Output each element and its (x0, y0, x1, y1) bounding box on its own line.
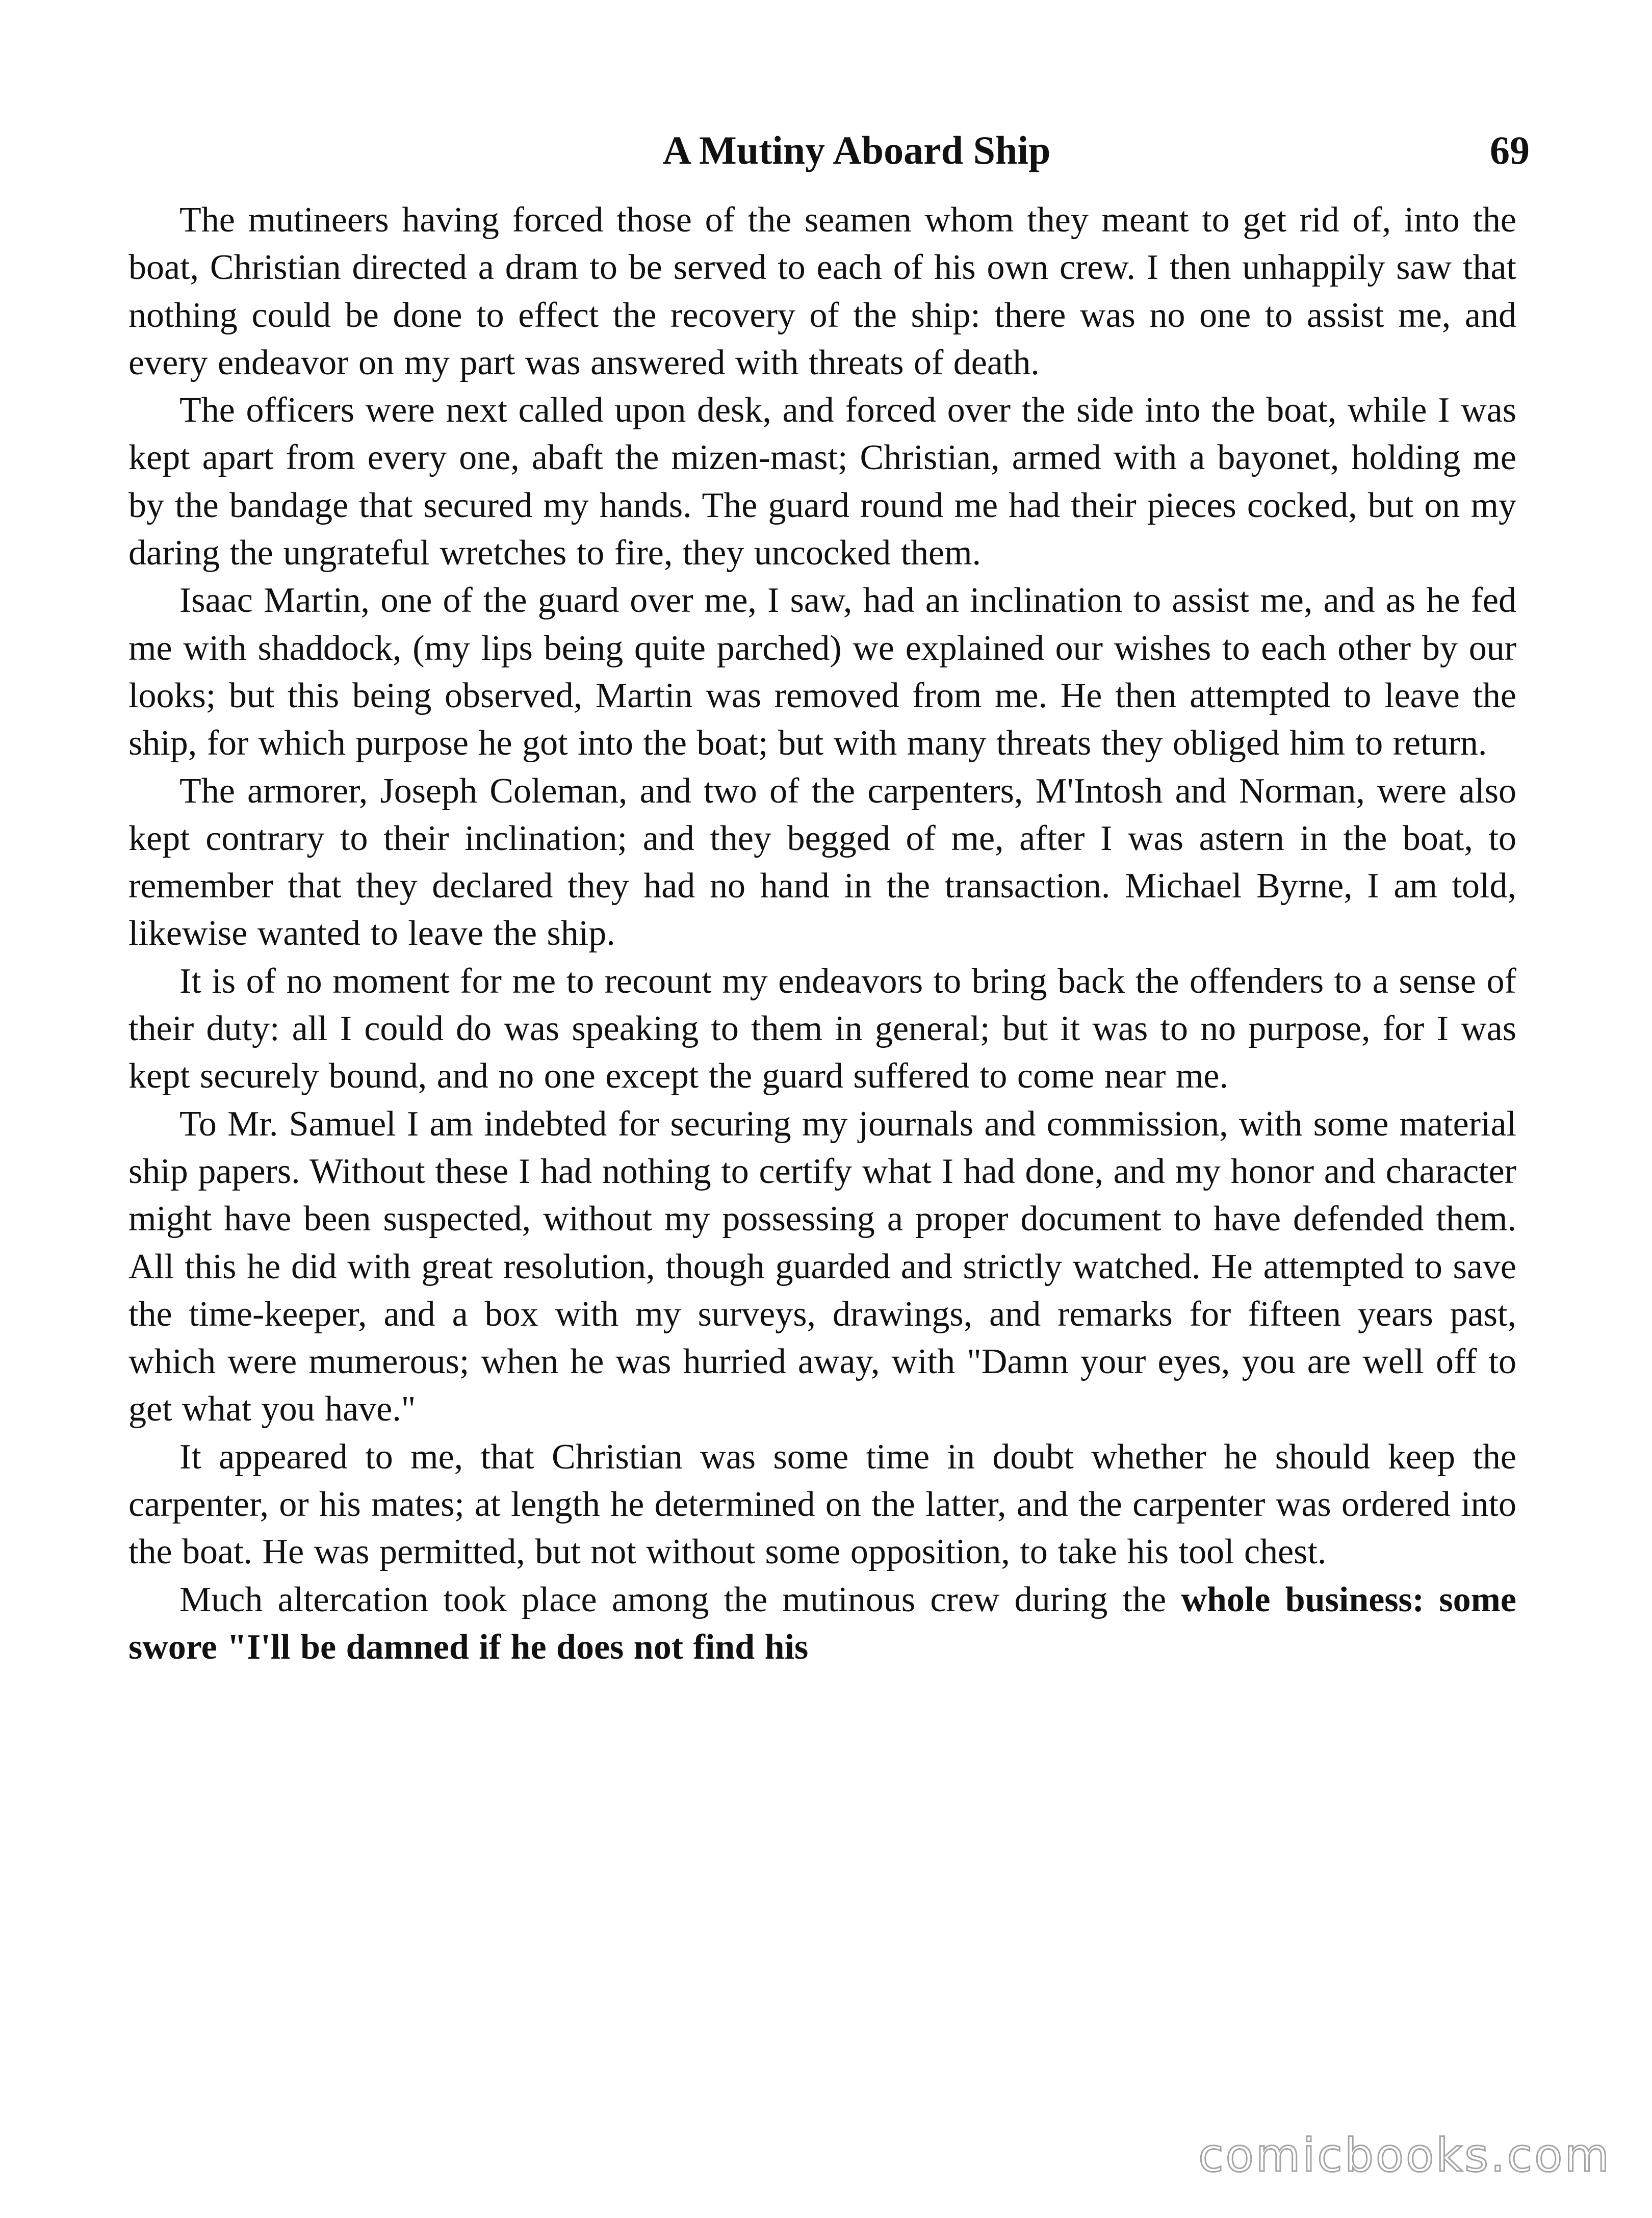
paragraph-6: To Mr. Samuel I am indebted for securing my journals and commission, with some material ship papers. Without these I had nothing to certify what I had done, and my honor and character might have been suspected, without my possessing a proper document to have defended them. All this he did with great resolution, though guarded and strictly watched. He attempted to save the time-keeper, and a box with my surveys, drawings, and remarks for fifteen years past, which were mumerous; when he was hurried away, with "Damn your eyes, you are well off to get what you have." (128, 1104, 1516, 1429)
paragraph-8 (128, 1576, 1516, 1671)
paragraph-5: It is of no moment for me to recount my endeavors to bring back the offenders to a sense of their duty: all I could do was speaking to them in general; but it was to no purpose, for I was kept securely bound, and no one except the guard suffered to come near me. (128, 961, 1516, 1096)
body-text (128, 196, 1516, 1671)
paragraph-8-start: Much altercation took place among the mutinous crew during the (179, 1580, 1167, 1619)
chapter-title: A Mutiny Aboard Ship (662, 128, 1051, 172)
running-head (184, 122, 1530, 178)
paragraph-2: The officers were next called upon desk, and forced over the side into the boat, while I was kept apart from every one, abaft the mizen-mast; Christian, armed with a bayonet, holding me by the bandage that secured my hands. The guard round me had their pieces cocked, but on my daring the ungrateful wretches to fire, they uncocked them. (128, 391, 1516, 573)
paragraph-8-end: whole business: some swore "I'll be damned if he does not find his (128, 1580, 1517, 1667)
paragraph-7: It appeared to me, that Christian was some time in doubt whether he should keep the carpenter, or his mates; at length he determined on the latter, and the carpenter was ordered into the boat. He was permitted, but not without some opposition, to take his tool chest. (128, 1437, 1516, 1572)
page-number: 69 (1490, 128, 1530, 172)
paragraph-1: The mutineers having forced those of the seamen whom they meant to get rid of, into the boat, Christian directed a dram to be served to each of his own crew. I then unhappily saw that nothing could be done to effect the recovery of the ship: there was no one to assist me, and every endeavor on my part was answered with threats of death. (128, 200, 1516, 382)
paragraph-3: Isaac Martin, one of the guard over me, I saw, had an inclination to assist me, and as he fed me with shaddock, (my lips being quite parched) we explained our wishes to each other by our looks; but this being observed, Martin was removed from me. He then attempted to leave the ship, for which purpose he got into the boat; but with many threats they obliged him to return. (128, 581, 1516, 763)
site-watermark: comicbooks.com (1198, 2129, 1611, 2182)
paragraph-4: The armorer, Joseph Coleman, and two of the carpenters, M'Intosh and Norman, were also kept contrary to their inclination; and they begged of me, after I was astern in the boat, to remember that they declared they had no hand in the transaction. Michael Byrne, I am told, likewise wanted to leave the ship. (128, 771, 1516, 953)
